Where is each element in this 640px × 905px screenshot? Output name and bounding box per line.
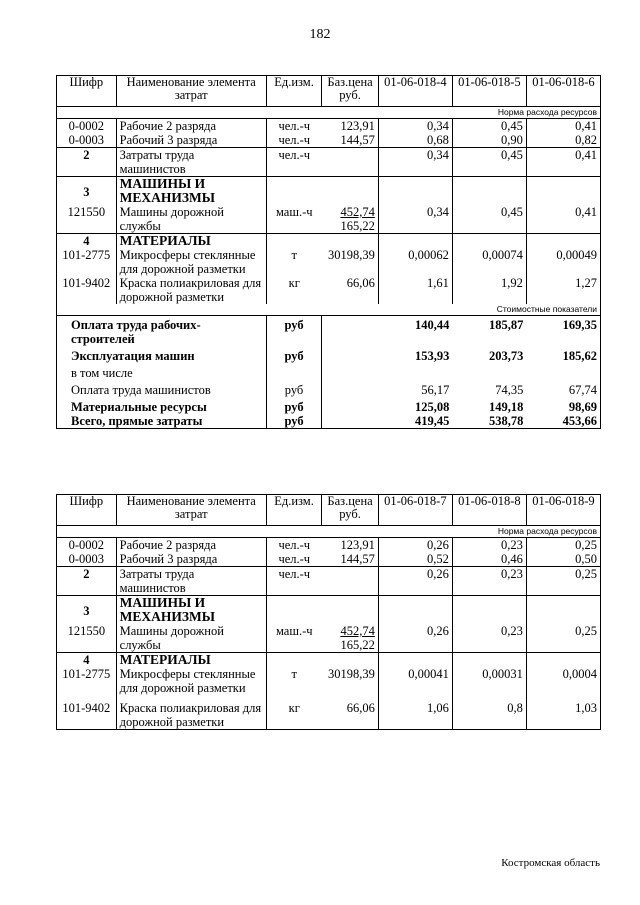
- row-price-secondary: 165,22: [340, 638, 375, 652]
- row-value-2: 0,00074: [452, 248, 526, 276]
- row-value-2: 0,23: [452, 538, 526, 553]
- cost-unit: руб: [266, 380, 322, 397]
- col-header-base-price: Баз.цена руб.: [322, 495, 379, 526]
- row-value-1: 0,26: [378, 624, 452, 653]
- col-header-code: Шифр: [57, 76, 117, 107]
- norm-label-row: [57, 526, 601, 538]
- row-code: 0-0002: [57, 119, 117, 134]
- row-name: Рабочий 3 разряда: [116, 133, 266, 148]
- cost-unit: руб: [266, 414, 322, 429]
- page-number: 182: [309, 27, 331, 42]
- section-row: [57, 177, 601, 206]
- row-value-1: 0,00062: [378, 248, 452, 276]
- row-name: Рабочий 3 разряда: [116, 552, 266, 567]
- cost-label: Стоимостные показатели: [57, 304, 601, 316]
- section-title: МАТЕРИАЛЫ: [116, 234, 266, 249]
- cost-unit: руб: [266, 346, 322, 363]
- col-header-code-3: 01-06-018-9: [526, 495, 600, 526]
- norm-label: Норма расхода ресурсов: [57, 107, 601, 119]
- row-value-3: 0,41: [526, 119, 600, 134]
- row-value-2: 0,46: [452, 552, 526, 567]
- row-unit: кг: [266, 695, 322, 730]
- table-row: [57, 567, 601, 596]
- row-name: Машины дорожной службы: [116, 205, 266, 234]
- row-price: [322, 624, 379, 653]
- cost-value-2: 203,73: [489, 349, 524, 363]
- cost-row: [57, 397, 601, 414]
- cost-value-1: 125,08: [414, 400, 450, 414]
- table-header-row: [57, 76, 601, 107]
- col-header-code-1: 01-06-018-7: [378, 495, 452, 526]
- cost-value-2: 74,35: [495, 383, 524, 397]
- row-name: Микросферы стеклянные для дорожной разметки: [116, 248, 266, 276]
- table-row: [57, 695, 601, 730]
- cost-value-3: 453,66: [526, 414, 600, 429]
- row-code: 101-9402: [57, 695, 117, 730]
- cost-unit: руб: [266, 397, 322, 414]
- row-code: 2: [57, 567, 117, 596]
- row-value-2: 1,92: [452, 276, 526, 304]
- cost-name: в том числе: [57, 363, 267, 380]
- cost-value-3: 67,74: [526, 380, 600, 397]
- section-code: 3: [57, 596, 117, 625]
- row-unit: т: [266, 667, 322, 695]
- row-value-1: 0,34: [378, 148, 452, 177]
- row-code: 101-9402: [57, 276, 117, 304]
- row-code: 121550: [57, 205, 117, 234]
- row-value-3: 0,25: [526, 567, 600, 596]
- row-value-3: 0,41: [526, 205, 600, 234]
- row-price: 144,57: [340, 552, 375, 566]
- row-unit: чел.-ч: [266, 538, 322, 553]
- row-name: Рабочие 2 разряда: [116, 119, 266, 134]
- row-name: Микросферы стеклянные для дорожной разметки: [116, 667, 266, 695]
- row-price: [322, 148, 379, 177]
- row-price: 30198,39: [327, 248, 375, 262]
- resource-table-1: [56, 75, 601, 429]
- norm-label-row: [57, 107, 601, 119]
- col-header-code: Шифр: [57, 495, 117, 526]
- cost-name: Оплата труда рабочих-строителей: [57, 316, 267, 347]
- row-name: Машины дорожной службы: [116, 624, 266, 653]
- row-value-2: 0,45: [452, 119, 526, 134]
- row-price: 144,57: [340, 133, 375, 147]
- row-unit: чел.-ч: [266, 133, 322, 148]
- row-price-primary: 452,74: [340, 205, 375, 219]
- cost-name: Эксплуатация машин: [57, 346, 267, 363]
- row-unit: кг: [266, 276, 322, 304]
- row-name: Затраты труда машинистов: [116, 148, 266, 177]
- cost-name: Оплата труда машинистов: [57, 380, 267, 397]
- row-value-3: 0,82: [526, 133, 600, 148]
- table-row: [57, 148, 601, 177]
- row-value-2: 0,45: [452, 148, 526, 177]
- row-value-1: 1,06: [378, 695, 452, 730]
- cost-name: Материальные ресурсы: [57, 397, 267, 414]
- row-price: [322, 205, 379, 234]
- row-price-secondary: 165,22: [340, 219, 375, 233]
- cost-row: [57, 380, 601, 397]
- cost-value-3: 185,62: [526, 346, 600, 363]
- table-row: [57, 248, 601, 276]
- row-unit: маш.-ч: [266, 205, 322, 234]
- section-code: 4: [57, 234, 117, 249]
- col-header-code-3: 01-06-018-6: [526, 76, 600, 107]
- cost-row: [57, 363, 601, 380]
- row-code: 2: [57, 148, 117, 177]
- row-name: Краска полиакриловая для дорожной разметки: [116, 276, 266, 304]
- row-value-2: 0,8: [452, 695, 526, 730]
- cost-row: [57, 316, 601, 347]
- table-row: [57, 276, 601, 304]
- cost-row: [57, 346, 601, 363]
- row-name: Краска полиакриловая для дорожной разметки: [116, 695, 266, 730]
- cost-row: [57, 414, 601, 429]
- row-price: 123,91: [340, 119, 375, 133]
- cost-value-1: 419,45: [378, 414, 452, 429]
- row-code: 101-2775: [57, 667, 117, 695]
- row-value-2: 0,23: [452, 624, 526, 653]
- col-header-unit: Ед.изм.: [266, 76, 322, 107]
- row-price-primary: 452,74: [340, 624, 375, 638]
- table-header-row: [57, 495, 601, 526]
- section-title: МАТЕРИАЛЫ: [116, 653, 266, 668]
- col-header-unit: Ед.изм.: [266, 495, 322, 526]
- col-header-name: Наименование элемента затрат: [116, 76, 266, 107]
- cost-value-2: 538,78: [452, 414, 526, 429]
- row-name: Затраты труда машинистов: [116, 567, 266, 596]
- row-unit: чел.-ч: [266, 119, 322, 134]
- cost-value-3: 98,69: [526, 397, 600, 414]
- col-header-code-2: 01-06-018-5: [452, 76, 526, 107]
- section-row: [57, 653, 601, 668]
- cost-value-2: 149,18: [489, 400, 524, 414]
- row-unit: чел.-ч: [266, 148, 322, 177]
- table-row: [57, 205, 601, 234]
- row-price: 66,06: [346, 276, 375, 290]
- row-code: 121550: [57, 624, 117, 653]
- cost-name: Всего, прямые затраты: [57, 414, 267, 429]
- section-title: МАШИНЫ И МЕХАНИЗМЫ: [116, 177, 266, 206]
- cost-label-row: [57, 304, 601, 316]
- table-row: [57, 667, 601, 695]
- row-code: 0-0002: [57, 538, 117, 553]
- row-price: 66,06: [322, 695, 379, 730]
- row-value-3: 0,41: [526, 148, 600, 177]
- row-value-1: 0,26: [378, 567, 452, 596]
- row-value-3: 0,00049: [526, 248, 600, 276]
- row-value-3: 0,50: [526, 552, 600, 567]
- row-price: 123,91: [340, 538, 375, 552]
- row-value-1: 0,68: [378, 133, 452, 148]
- row-price: 30198,39: [327, 667, 375, 681]
- col-header-base-price: Баз.цена руб.: [322, 76, 379, 107]
- table-row: [57, 552, 601, 567]
- table-row: [57, 119, 601, 134]
- row-code: 101-2775: [57, 248, 117, 276]
- row-code: 0-0003: [57, 552, 117, 567]
- section-row: [57, 596, 601, 625]
- col-header-name: Наименование элемента затрат: [116, 495, 266, 526]
- row-price: [322, 567, 379, 596]
- row-value-1: 1,61: [378, 276, 452, 304]
- cost-value-1: 153,93: [414, 349, 450, 363]
- row-value-3: 0,0004: [526, 667, 600, 695]
- cost-value-1: 140,44: [414, 318, 450, 332]
- row-unit: т: [266, 248, 322, 276]
- row-value-1: 0,34: [378, 119, 452, 134]
- row-value-1: 0,34: [378, 205, 452, 234]
- row-value-1: 0,26: [378, 538, 452, 553]
- cost-unit: руб: [266, 316, 322, 347]
- resource-table-2: [56, 494, 601, 730]
- table-row: [57, 133, 601, 148]
- cost-value-1: 56,17: [421, 383, 450, 397]
- row-value-1: 0,52: [378, 552, 452, 567]
- row-value-3: 1,27: [526, 276, 600, 304]
- section-title: МАШИНЫ И МЕХАНИЗМЫ: [116, 596, 266, 625]
- col-header-code-2: 01-06-018-8: [452, 495, 526, 526]
- row-value-3: 1,03: [526, 695, 600, 730]
- section-code: 4: [57, 653, 117, 668]
- table-row: [57, 624, 601, 653]
- row-unit: чел.-ч: [266, 567, 322, 596]
- row-unit: маш.-ч: [266, 624, 322, 653]
- row-value-2: 0,23: [452, 567, 526, 596]
- row-value-2: 0,45: [452, 205, 526, 234]
- col-header-code-1: 01-06-018-4: [378, 76, 452, 107]
- footer-region: Костромская область: [501, 857, 600, 869]
- section-code: 3: [57, 177, 117, 206]
- section-row: [57, 234, 601, 249]
- row-unit: чел.-ч: [266, 552, 322, 567]
- row-value-2: 0,90: [452, 133, 526, 148]
- row-value-3: 0,25: [526, 538, 600, 553]
- row-value-1: 0,00041: [378, 667, 452, 695]
- cost-value-2: 185,87: [489, 318, 524, 332]
- row-code: 0-0003: [57, 133, 117, 148]
- row-name: Рабочие 2 разряда: [116, 538, 266, 553]
- table-row: [57, 538, 601, 553]
- cost-value-3: 169,35: [526, 316, 600, 347]
- norm-label: Норма расхода ресурсов: [57, 526, 601, 538]
- row-value-3: 0,25: [526, 624, 600, 653]
- row-value-2: 0,00031: [452, 667, 526, 695]
